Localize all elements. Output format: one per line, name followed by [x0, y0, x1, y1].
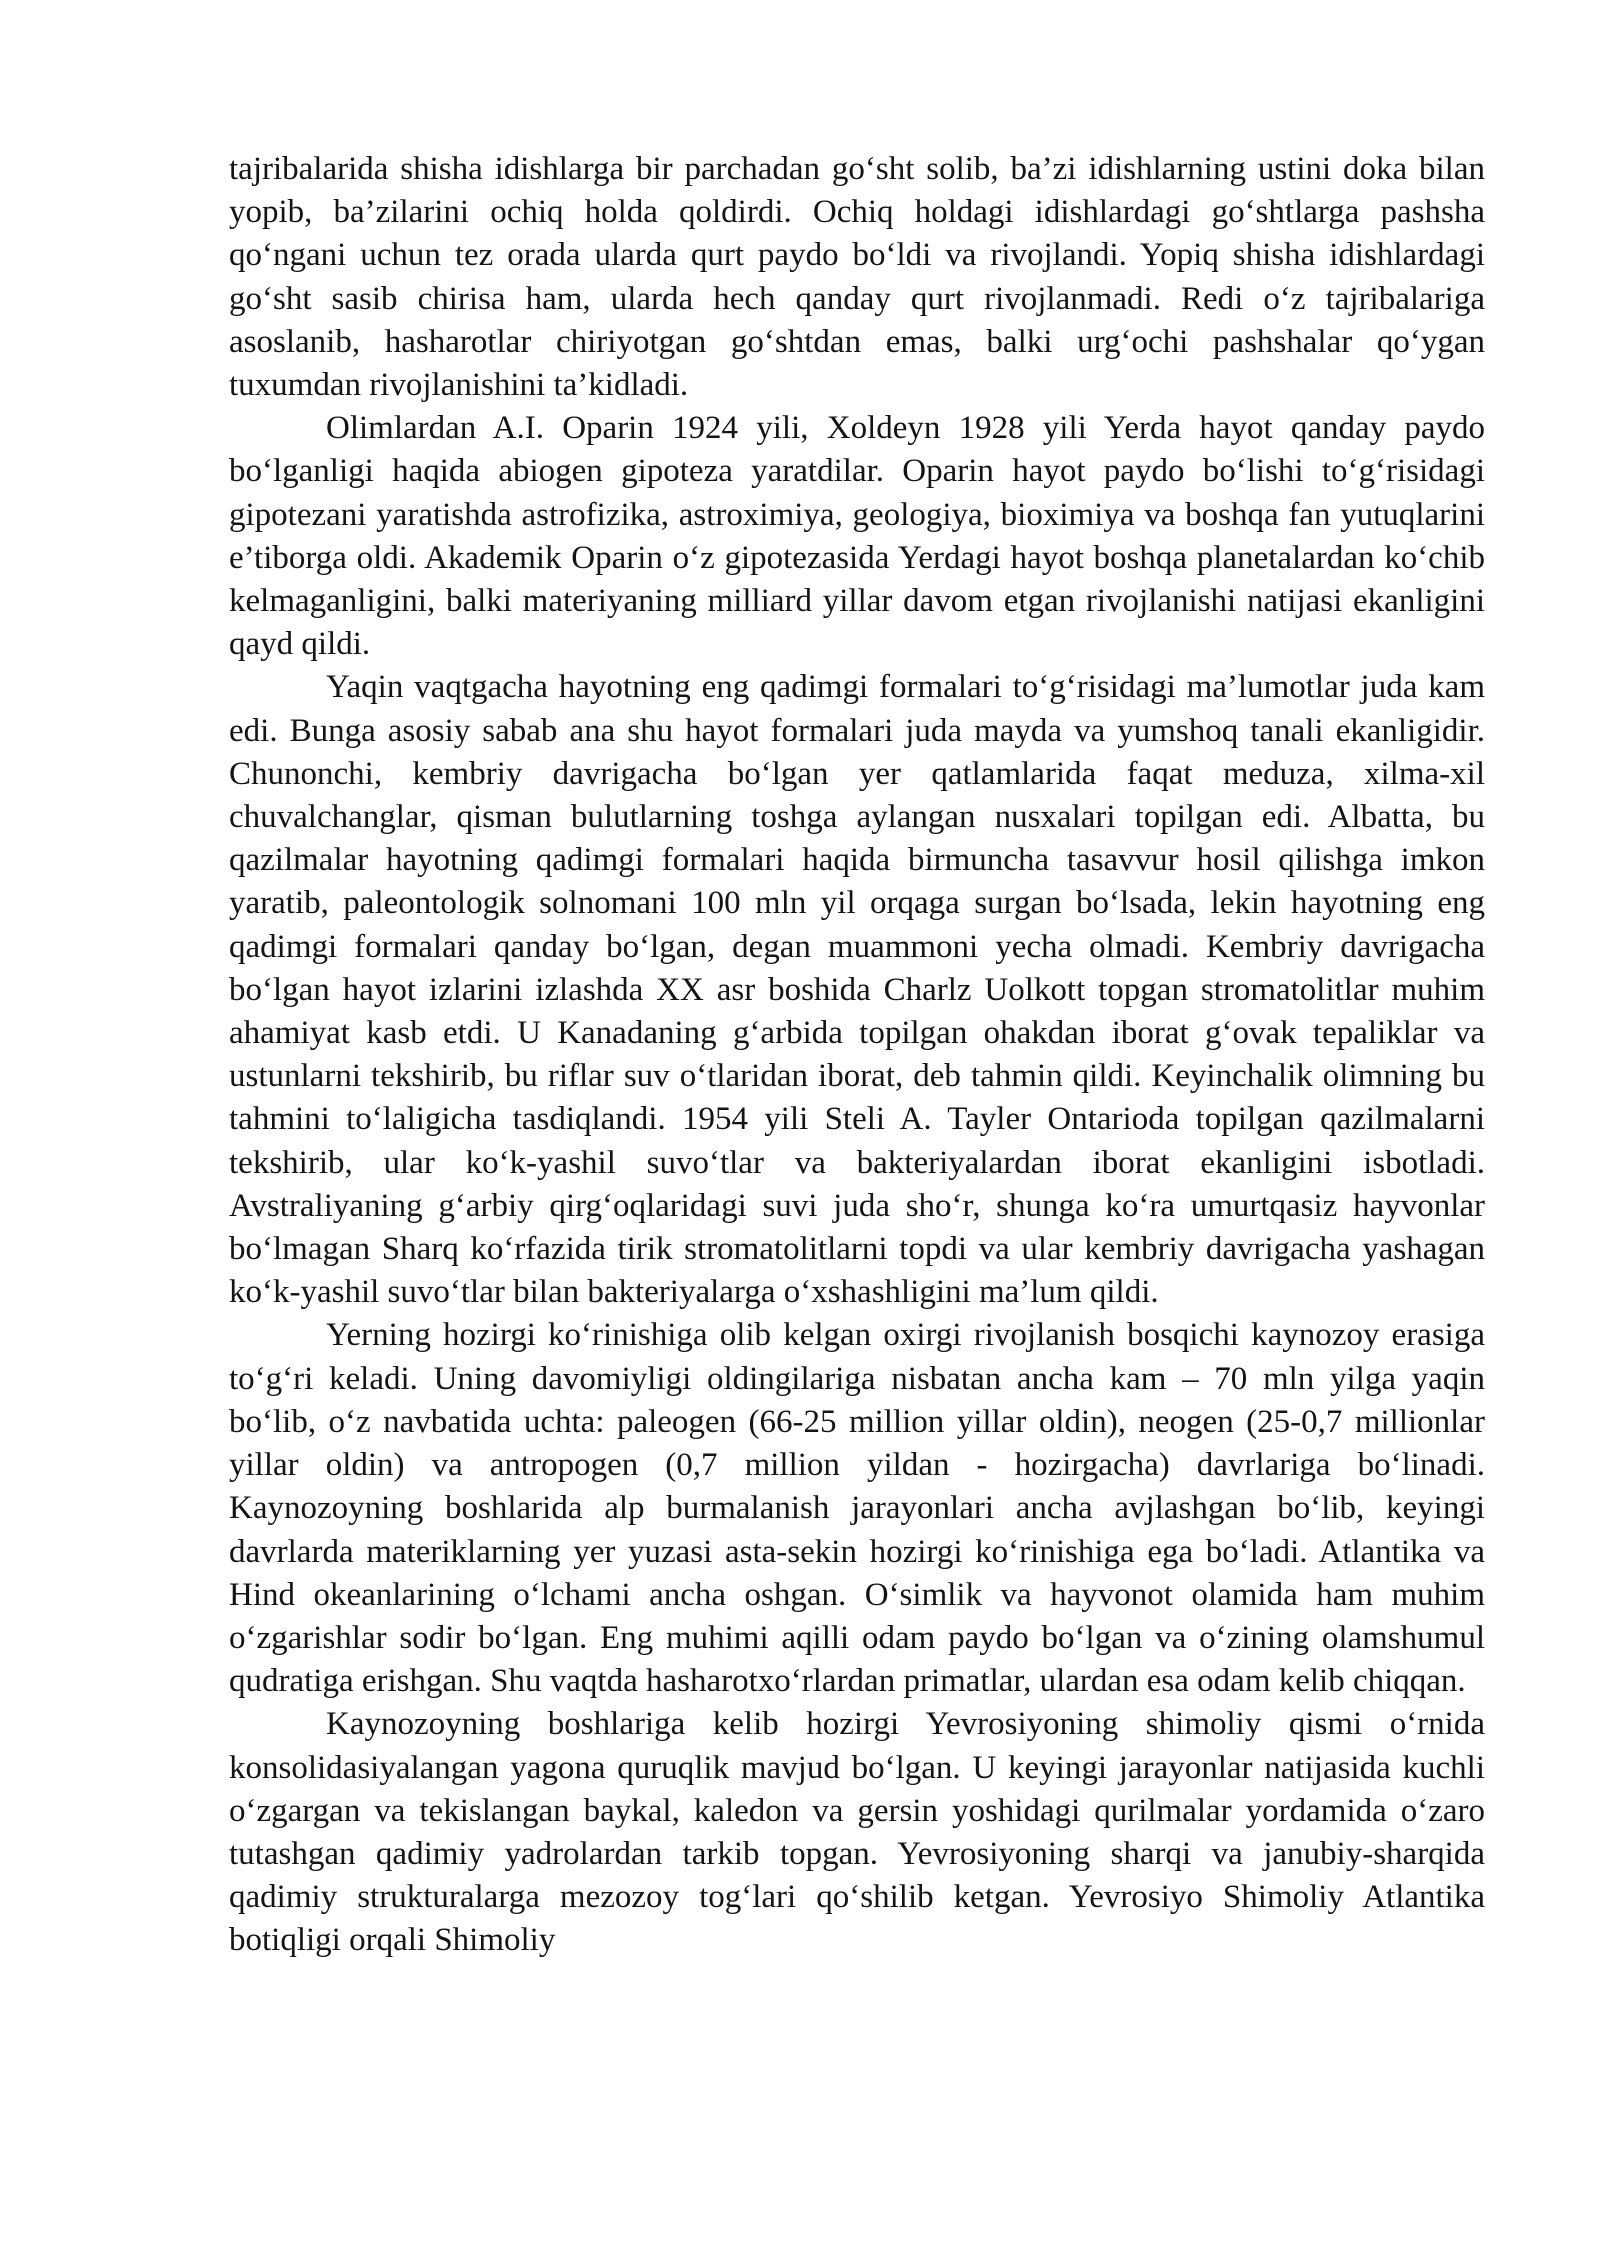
- paragraph-oparin-hypothesis: Olimlardan A.I. Oparin 1924 yili, Xoldeyn 1928 yili Yerda hayot qanday paydo bo‘lganligi haqida abiogen gipoteza yaratdilar. Oparin hayot paydo bo‘lishi to‘g‘risidagi gipotezani yaratishda astrofizika, astroximiya, geologiya, bioximiya va boshqa fan yutuqlarini e’tiborga oldi. Akademik Oparin o‘z gipotezasida Yerdagi hayot boshqa planetalardan ko‘chib kelmaganligini, balki materiyaning milliard yillar davom etgan rivojlanishi natijasi ekanligini qayd qildi.: [229, 410, 1485, 663]
- paragraph-stromatolites: Yaqin vaqtgacha hayotning eng qadimgi formalari to‘g‘risidagi ma’lumotlar juda kam edi. Bunga asosiy sabab ana shu hayot formalari juda mayda va yumshoq tanali ekanligidir. Chunonchi, kembriy davrigacha bo‘lgan yer qatlamlarida faqat meduza, xilma-xil chuvalchanglar, qisman bulutlarning toshga aylangan nusxalari topilgan edi. Albatta, bu qazilmalar hayotning qadimgi formalari haqida birmuncha tasavvur hosil qilishga imkon yaratib, paleontologik solnomani 100 mln yil orqaga surgan bo‘lsada, lekin hayotning eng qadimgi formalari qanday bo‘lgan, degan muammoni yecha olmadi. Kembriy davrigacha bo‘lgan hayot izlarini izlashda XX asr boshida Charlz Uolkott topgan stromatolitlar muhim ahamiyat kasb etdi. U Kanadaning g‘arbida topilgan ohakdan iborat g‘ovak tepaliklar va ustunlarni tekshirib, bu riflar suv o‘tlaridan iborat, deb tahmin qildi. Keyinchalik olimning bu tahmini to‘laligicha tasdiqlandi. 1954 yili Steli A. Tayler Ontarioda topilgan qazilmalarni tekshirib, ular ko‘k-yashil suvo‘tlar va bakteriyalardan iborat ekanligini isbotladi. Avstraliyaning g‘arbiy qirg‘oqlaridagi suvi juda sho‘r, shunga ko‘ra umurtqasiz hayvonlar bo‘lmagan Sharq ko‘rfazida tirik stromatolitlarni topdi va ular kembriy davrigacha yashagan ko‘k-yashil suvo‘tlar bilan bakteriyalarga o‘xshashligini ma’lum qildi.: [229, 669, 1485, 1311]
- paragraph-eurasia-structure: Kaynozoyning boshlariga kelib hozirgi Yevrosiyoning shimoliy qismi o‘rnida konsolidasiyalangan yagona quruqlik mavjud bo‘lgan. U keyingi jarayonlar natijasida kuchli o‘zgargan va tekislangan baykal, kaledon va gersin yoshidagi qurilmalar yordamida o‘zaro tutashgan qadimiy yadrolardan tarkib topgan. Yevrosiyoning sharqi va janubiy-sharqida qadimiy strukturalarga mezozoy tog‘lari qo‘shilib ketgan. Yevrosiyo Shimoliy Atlantika botiqligi orqali Shimoliy: [229, 1706, 1485, 1959]
- paragraph-redi-experiment: tajribalarida shisha idishlarga bir parchadan go‘sht solib, ba’zi idishlarning ustini doka bilan yopib, ba’zilarini ochiq holda qoldirdi. Ochiq holdagi idishlardagi go‘shtlarga pashsha qo‘ngani uchun tez orada ularda qurt paydo bo‘ldi va rivojlandi. Yopiq shisha idishlardagi go‘sht sasib chirisa ham, ularda hech qanday qurt rivojlanmadi. Redi o‘z tajribalariga asoslanib, hasharotlar chiriyotgan go‘shtdan emas, balki urg‘ochi pashshalar qo‘ygan tuxumdan rivojlanishini ta’kidladi.: [229, 151, 1485, 404]
- paragraph-cenozoic-era: Yerning hozirgi ko‘rinishiga olib kelgan oxirgi rivojlanish bosqichi kaynozoy erasiga to‘g‘ri keladi. Uning davomiyligi oldingilariga nisbatan ancha kam – 70 mln yilga yaqin bo‘lib, o‘z navbatida uchta: paleogen (66-25 million yillar oldin), neogen (25-0,7 millionlar yillar oldin) va antropogen (0,7 million yildan - hozirgacha) davrlariga bo‘linadi. Kaynozoyning boshlarida alp burmalanish jarayonlari ancha avjlashgan bo‘lib, keyingi davrlarda materiklarning yer yuzasi asta-sekin hozirgi ko‘rinishiga ega bo‘ladi. Atlantika va Hind okeanlarining o‘lchami ancha oshgan. O‘simlik va hayvonot olamida ham muhim o‘zgarishlar sodir bo‘lgan. Eng muhimi aqilli odam paydo bo‘lgan va o‘zining olamshumul qudratiga erishgan. Shu vaqtda hasharotxo‘rlardan primatlar, ulardan esa odam kelib chiqqan.: [229, 1317, 1485, 1700]
- document-page: [229, 148, 1485, 1963]
